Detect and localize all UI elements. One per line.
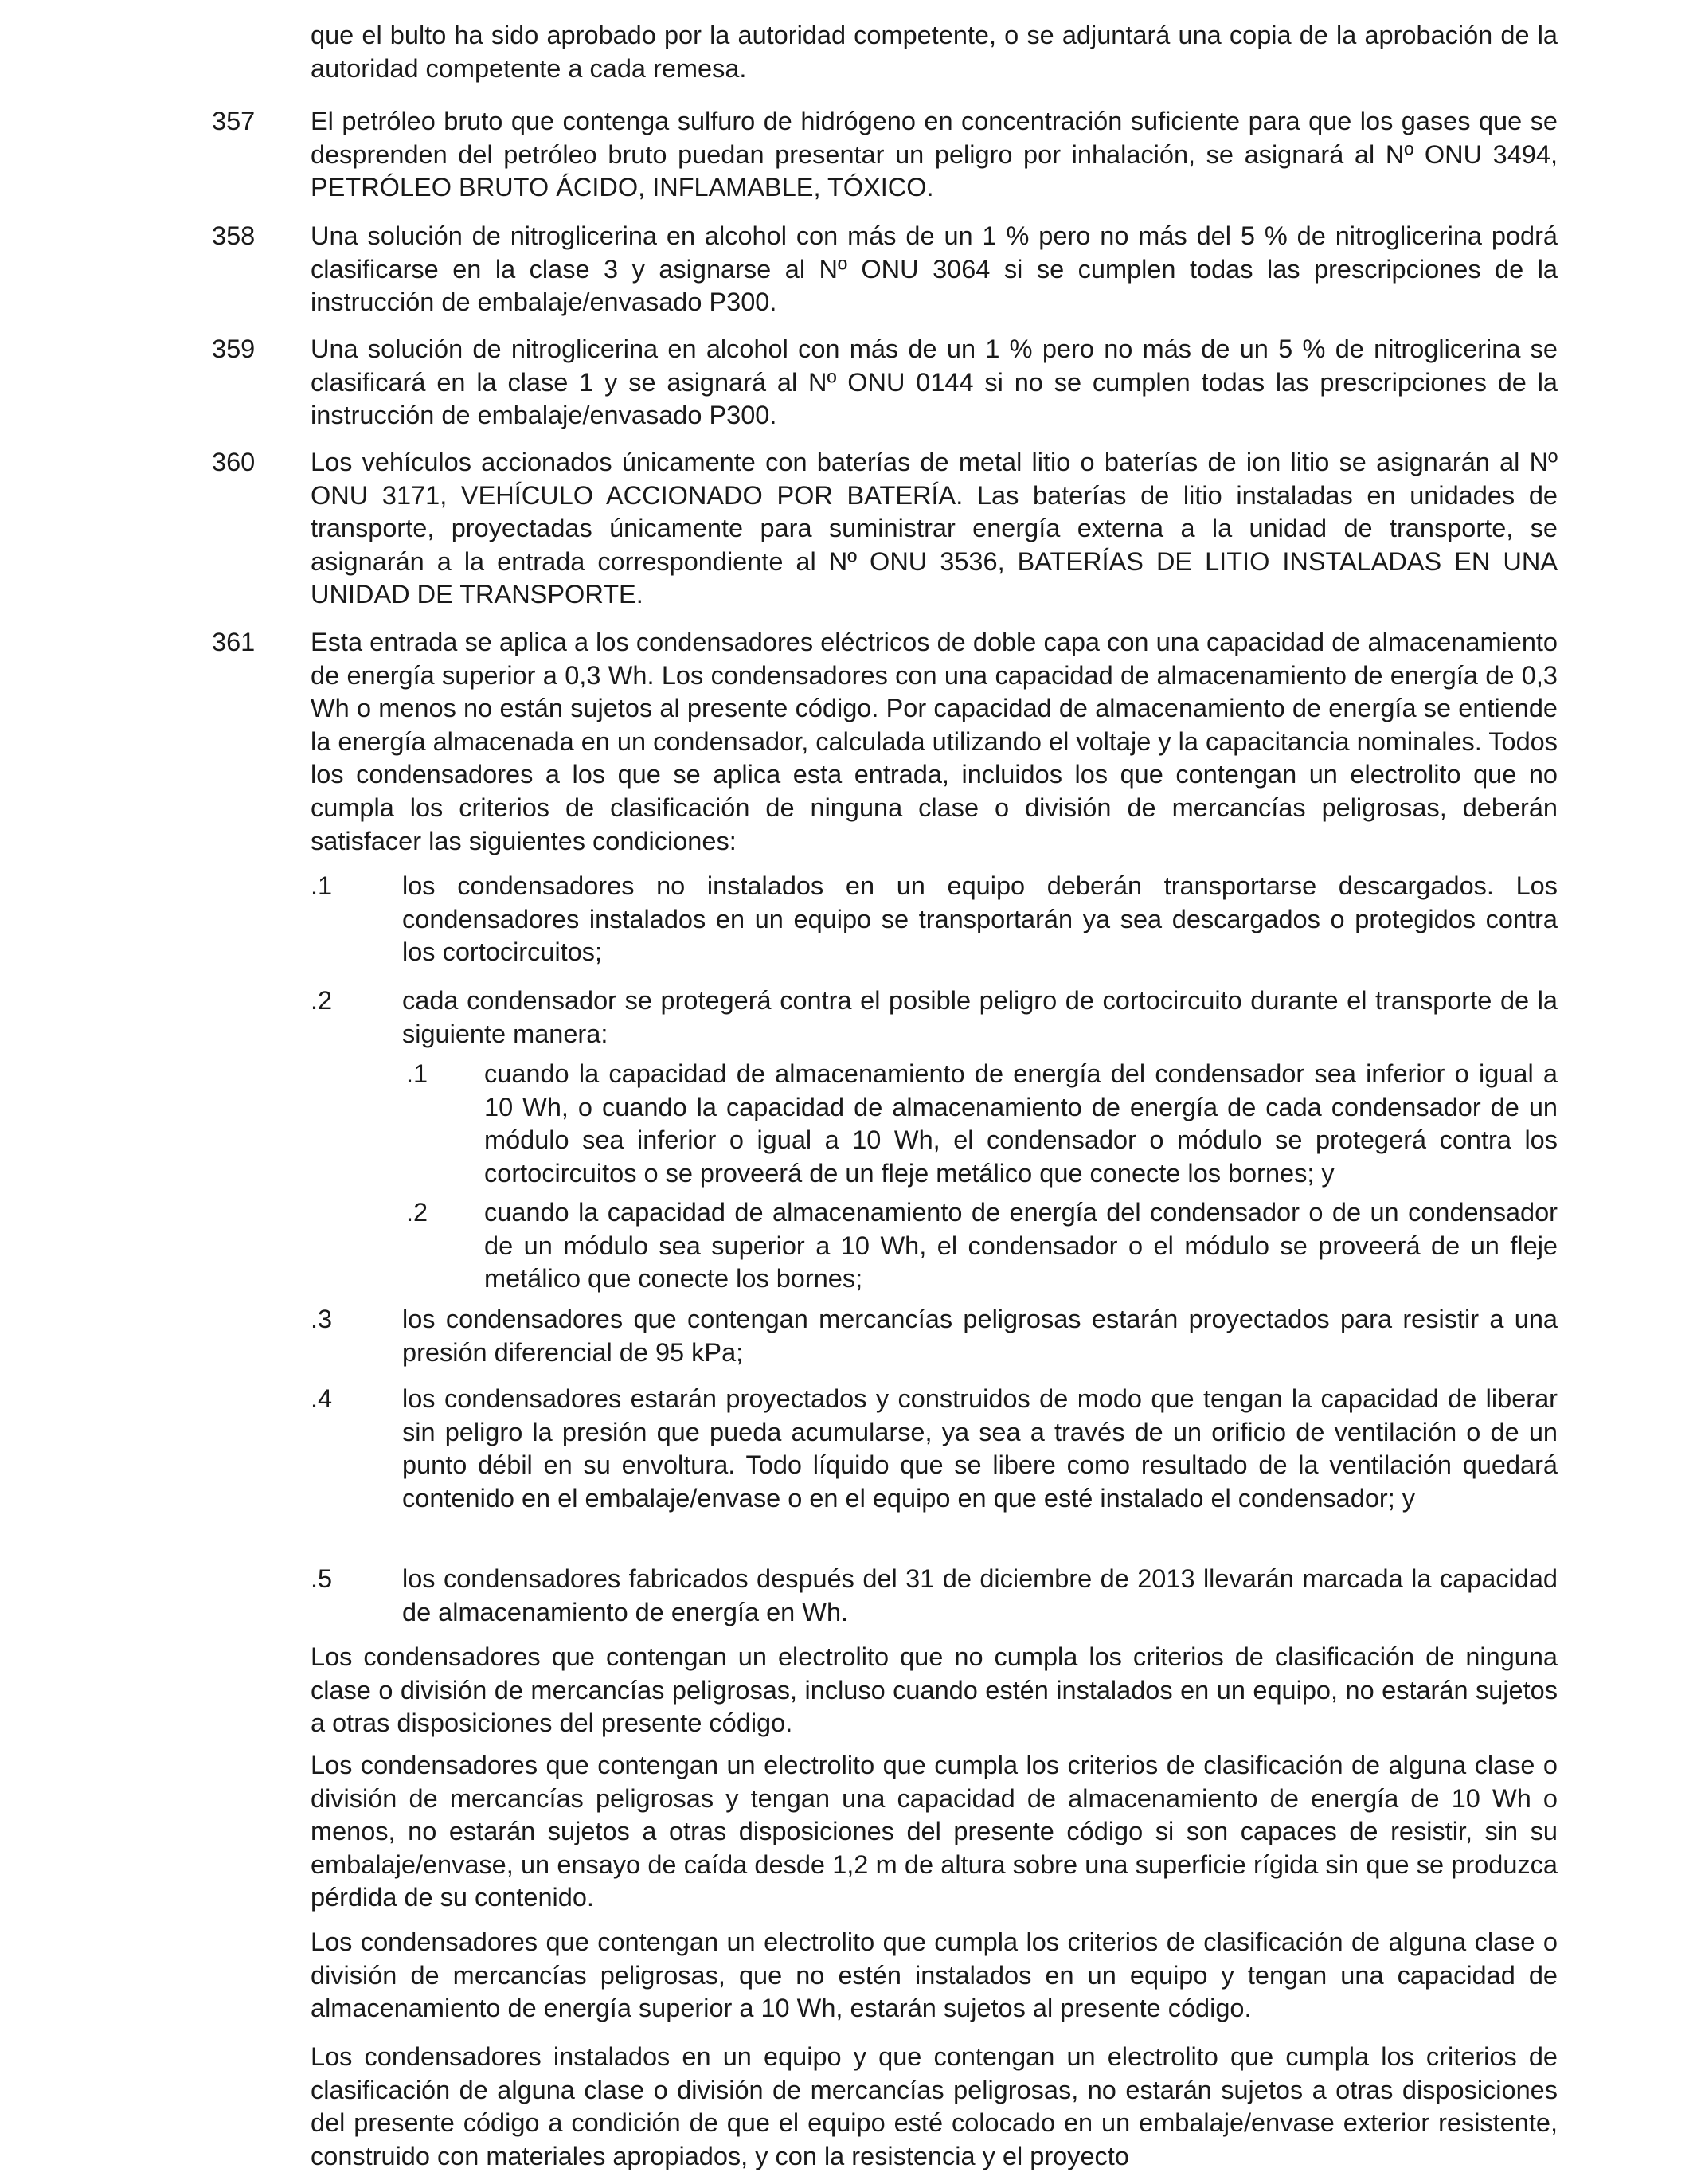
closing-paragraph-4: Los condensadores instalados en un equipo y que contengan un electrolito que cumpla los criterios de clasificación de alguna clase o división de mercancías peligrosas, no estarán sujetos a otras disposiciones del presente código a condición de que el equipo esté colocado en un embalaje/envase exterior resistente, construido con materiales apropiados, y con la resistencia y el proyecto (311, 2042, 1558, 2170)
condition-1: los condensadores no instalados en un equipo deberán transportarse descargados. Los condensadores instalados en un equipo se transportarán ya sea descargados o protegidos contra los cortocircuitos; (402, 871, 1558, 967)
provision-359: Una solución de nitroglicerina en alcohol con más de un 1 % pero no más de un 5 % de nitroglicerina se clasificará en la clase 1 y se asignará al Nº ONU 0144 si no se cumplen todas las prescripciones de la instrucción de embalaje/envasado P300. (311, 335, 1558, 430)
provision-358: Una solución de nitroglicerina en alcohol con más de un 1 % pero no más del 5 % de nitroglicerina podrá clasificarse en la clase 3 y asignarse al Nº ONU 3064 si se cumplen todas las prescripciones de la instrucción de embalaje/envasado P300. (311, 221, 1558, 317)
closing-paragraph-3: Los condensadores que contengan un electrolito que cumpla los criterios de clasificación de alguna clase o división de mercancías peligrosas, que no estén instalados en un equipo y tengan una capacidad de almacenamiento de energía superior a 10 Wh, estarán sujetos al presente código. (311, 1928, 1558, 2023)
item-number-359: 359 (212, 335, 256, 363)
closing-paragraph-2: Los condensadores que contengan un electrolito que cumpla los criterios de clasificación de alguna clase o división de mercancías peligrosas y tengan una capacidad de almacenamiento de energía de 10 Wh o menos, no estarán sujetos a otras disposiciones del presente código si son capaces de resistir, sin su embalaje/envase, un ensayo de caída desde 1,2 m de altura sobre una superficie rígida sin que se produzca pérdida de su contenido. (311, 1751, 1558, 1912)
condition-2: cada condensador se protegerá contra el posible peligro de cortocircuito durante el transporte de la siguiente manera: (402, 986, 1558, 1048)
condition-number-5: .5 (311, 1564, 333, 1593)
item-number-357: 357 (212, 107, 256, 135)
condition-number-3: .3 (311, 1305, 333, 1333)
subcondition-number-2-2: .2 (406, 1198, 428, 1227)
subcondition-number-2-1: .1 (406, 1059, 428, 1088)
condition-number-4: .4 (311, 1384, 333, 1413)
condition-4: los condensadores estarán proyectados y construidos de modo que tengan la capacidad de liberar sin peligro la presión que pueda acumularse, ya sea a través de un orificio de ventilación o de un punto débil en su envoltura. Todo líquido que se libere como resultado de la ventilación quedará contenido en el embalaje/envase o en el equipo en que esté instalado el condensador; y (402, 1384, 1558, 1513)
condition-number-1: .1 (311, 871, 333, 900)
item-number-358: 358 (212, 221, 256, 250)
closing-paragraph-1: Los condensadores que contengan un electrolito que no cumpla los criterios de clasificación de ninguna clase o división de mercancías peligrosas, incluso cuando estén instalados en un equipo, no estarán sujetos a otras disposiciones del presente código. (311, 1642, 1558, 1738)
item-number-361: 361 (212, 628, 256, 656)
intro-paragraph: que el bulto ha sido aprobado por la autoridad competente, o se adjuntará una copia de la aprobación de la autoridad competente a cada remesa. (311, 21, 1558, 83)
item-number-360: 360 (212, 448, 256, 476)
subcondition-2-2: cuando la capacidad de almacenamiento de energía del condensador o de un condensador de un módulo sea superior a 10 Wh, el condensador o el módulo se proveerá de un fleje metálico que conecte los bornes; (484, 1198, 1558, 1294)
subcondition-2-1: cuando la capacidad de almacenamiento de energía del condensador sea inferior o igual a 10 Wh, o cuando la capacidad de almacenamiento de energía de cada condensador de un módulo sea inferior o igual a 10 Wh, el condensador o módulo se protegerá contra los cortocircuitos o se proveerá de un fleje metálico que conecte los bornes; y (484, 1059, 1558, 1188)
condition-number-2: .2 (311, 986, 333, 1015)
condition-5: los condensadores fabricados después del 31 de diciembre de 2013 llevarán marcada la capacidad de almacenamiento de energía en Wh. (402, 1564, 1558, 1626)
provision-357: El petróleo bruto que contenga sulfuro de hidrógeno en concentración suficiente para que los gases que se desprenden del petróleo bruto puedan presentar un peligro por inhalación, se asignará al Nº ONU 3494, PETRÓLEO BRUTO ÁCIDO, INFLAMABLE, TÓXICO. (311, 107, 1558, 202)
provision-361: Esta entrada se aplica a los condensadores eléctricos de doble capa con una capacidad de almacenamiento de energía superior a 0,3 Wh. Los condensadores con una capacidad de almacenamiento de energía de 0,3 Wh o menos no están sujetos al presente código. Por capacidad de almacenamiento de energía se entiende la energía almacenada en un condensador, calculada utilizando el voltaje y la capacitancia nominales. Todos los condensadores a los que se aplica esta entrada, incluidos los que contengan un electrolito que no cumpla los criterios de clasificación de ninguna clase o división de mercancías peligrosas, deberán satisfacer las siguientes condiciones: (311, 628, 1558, 855)
provision-360: Los vehículos accionados únicamente con baterías de metal litio o baterías de ion litio se asignarán al Nº ONU 3171, VEHÍCULO ACCIONADO POR BATERÍA. Las baterías de litio instaladas en unidades de transporte, proyectadas únicamente para suministrar energía externa a la unidad de transporte, se asignarán a la entrada correspondiente al Nº ONU 3536, BATERÍAS DE LITIO INSTALADAS EN UNA UNIDAD DE TRANSPORTE. (311, 448, 1558, 609)
condition-3: los condensadores que contengan mercancías peligrosas estarán proyectados para resistir a una presión diferencial de 95 kPa; (402, 1305, 1558, 1367)
